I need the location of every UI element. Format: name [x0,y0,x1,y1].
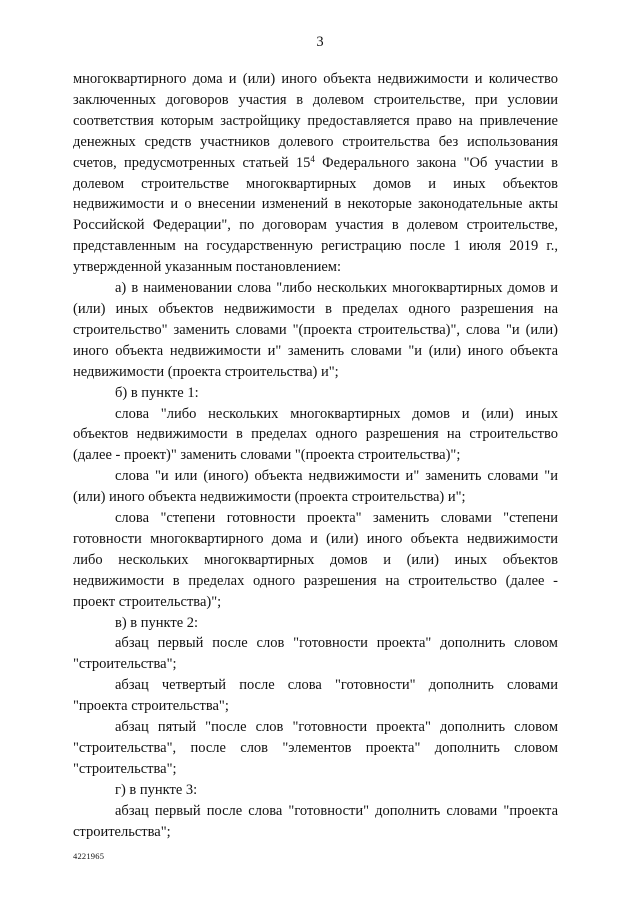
item-a-paragraph: а) в наименовании слова "либо нескольких многоквартирных домов и (или) иных объектов недвижимости в пределах одного разрешения на строительство" заменить словами "(проекта строительства)", слова "и (или) иного объекта недвижимости и" заменить словами "и (или) иного объекта недвижимости (проекта строительства) и"; [73,280,558,380]
item-v-paragraph-1: абзац первый после слов "готовности проекта" дополнить словом "строительства"; [73,635,558,673]
item-b-paragraph-3: слова "степени готовности проекта" заменить словами "степени готовности многоквартирного дома и (или) иного объекта недвижимости либо нескольких многоквартирных домов и (или) иных объектов недвижимости в пределах одного разрешения на строительство (далее - проект строительства)"; [73,510,558,610]
item-v-paragraph-3: абзац пятый "после слов "готовности проекта" дополнить словом "строительства", после слов "элементов проекта" дополнить словом "строительства"; [73,719,558,777]
item-b-paragraph-2: слова "и или (иного) объекта недвижимости и" заменить словами "и (или) иного объекта недвижимости (проекта строительства) и"; [73,468,558,506]
page-number: 3 [316,34,324,50]
item-g-heading: г) в пункте 3: [115,781,198,798]
item-b-paragraph-1: слова "либо нескольких многоквартирных домов и (или) иных объектов недвижимости в пределах одного разрешения на строительство (далее - проект)" заменить словами "(проекта строительства)"; [73,405,558,464]
article-superscript: 4 [310,153,315,164]
item-v-paragraph-2: абзац четвертый после слова "готовности" дополнить словами "проекта строительства"; [73,677,558,715]
intro-text-part-2: Федерального закона "Об участии в долевом строительстве многоквартирных домов и иных объектов недвижимости и о внесении изменений в некоторые законодательные акты Российской Федерации", по договорам участия в долевом строительстве, представленным на государственную регистрацию после 1 июля 2019 г., утвержденной указанным постановлением: [73,154,558,276]
item-v-heading: в) в пункте 2: [115,614,199,631]
intro-paragraph [73,69,558,278]
document-body [73,69,558,843]
item-g-paragraph-1: абзац первый после слова "готовности" дополнить словами "проекта строительства"; [73,802,558,840]
item-b-heading: б) в пункте 1: [115,384,199,401]
intro-text-part-1: многоквартирного дома и (или) иного объекта недвижимости и количество заключенных договоров участия в долевом строительстве, при условии соответствия которым застройщику предоставляется право на привлечение денежных средств участников долевого строительства без использования счетов, предусмотренных статьей 15 [73,71,558,171]
document-code: 4221965 [73,851,105,861]
